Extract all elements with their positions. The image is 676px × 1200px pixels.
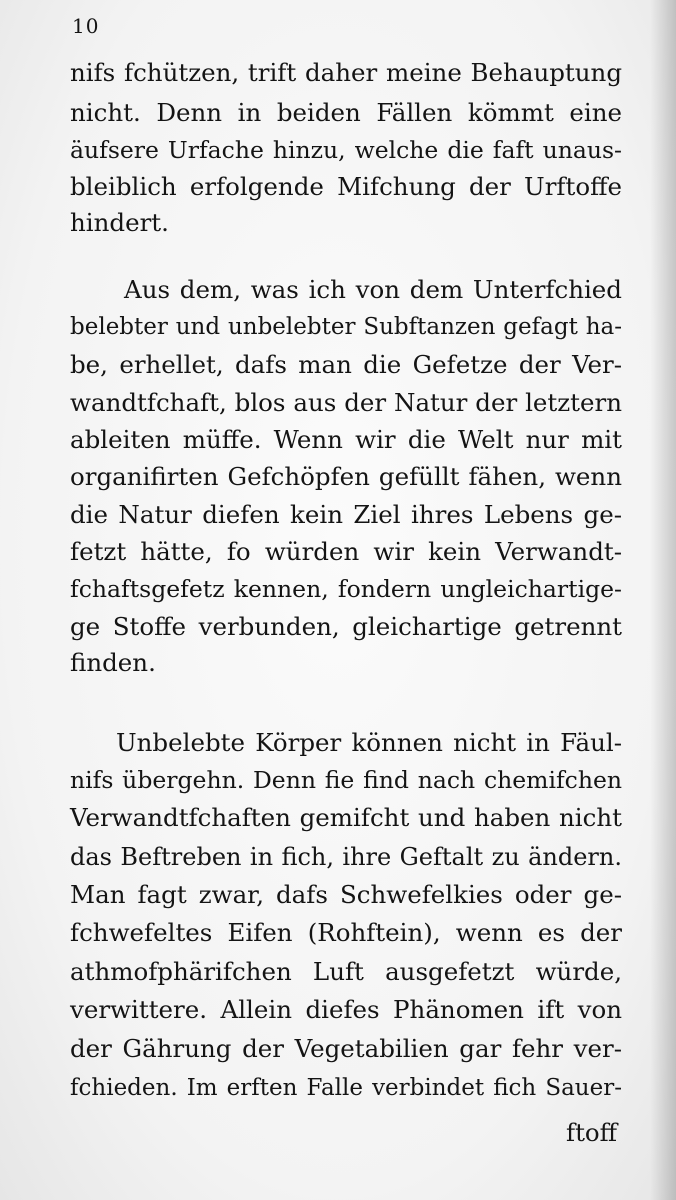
- text-line: fchieden. Im erften Falle verbindet fich Sauer-: [70, 1075, 622, 1101]
- text-line: Aus dem, was ich von dem Unterfchied: [124, 275, 622, 304]
- text-line: finden.: [70, 648, 156, 677]
- text-line: das Beftreben in fich, ihre Geftalt zu ändern.: [70, 843, 622, 871]
- text-line: die Natur diefen kein Ziel ihres Lebens ge-: [70, 500, 622, 529]
- text-line: verwittere. Allein diefes Phänomen ift von: [70, 995, 622, 1024]
- text-line: Man fagt zwar, dafs Schwefelkies oder ge-: [70, 880, 622, 909]
- text-line: äufsere Urfache hinzu, welche die faft unaus-: [70, 136, 622, 164]
- text-line: ableiten müffe. Wenn wir die Welt nur mit: [70, 425, 622, 454]
- page-number: 10: [72, 14, 100, 38]
- text-line: Unbelebte Körper können nicht in Fäul-: [116, 728, 622, 757]
- text-line: fchaftsgefetz kennen, fondern ungleichartige-: [70, 575, 622, 603]
- catchword: ftoff: [566, 1118, 618, 1147]
- text-line: der Gährung der Vegetabilien gar fehr ver-: [70, 1034, 622, 1063]
- text-line: nifs fchützen, trift daher meine Behauptung: [70, 58, 622, 87]
- text-line: wandtfchaft, blos aus der Natur der letztern: [70, 388, 622, 417]
- text-line: nifs übergehn. Denn fie find nach chemifchen: [70, 766, 622, 794]
- text-line: ge Stoffe verbunden, gleichartige getrennt: [70, 612, 622, 641]
- text-line: Verwandtfchaften gemifcht und haben nicht: [70, 803, 622, 832]
- text-line: athmofphärifchen Luft ausgefetzt würde,: [70, 957, 622, 986]
- text-line: be, erhellet, dafs man die Gefetze der Ver-: [70, 350, 622, 379]
- text-line: nicht. Denn in beiden Fällen kömmt eine: [70, 98, 622, 127]
- text-line: hindert.: [70, 208, 169, 237]
- text-line: organifirten Gefchöpfen gefüllt fähen, wenn: [70, 462, 622, 491]
- text-line: bleiblich erfolgende Mifchung der Urftoffe: [70, 172, 622, 201]
- text-line: fetzt hätte, fo würden wir kein Verwandt-: [70, 537, 622, 566]
- text-line: belebter und unbelebter Subftanzen gefagt ha-: [70, 314, 622, 340]
- text-line: fchwefeltes Eifen (Rohftein), wenn es der: [70, 918, 622, 947]
